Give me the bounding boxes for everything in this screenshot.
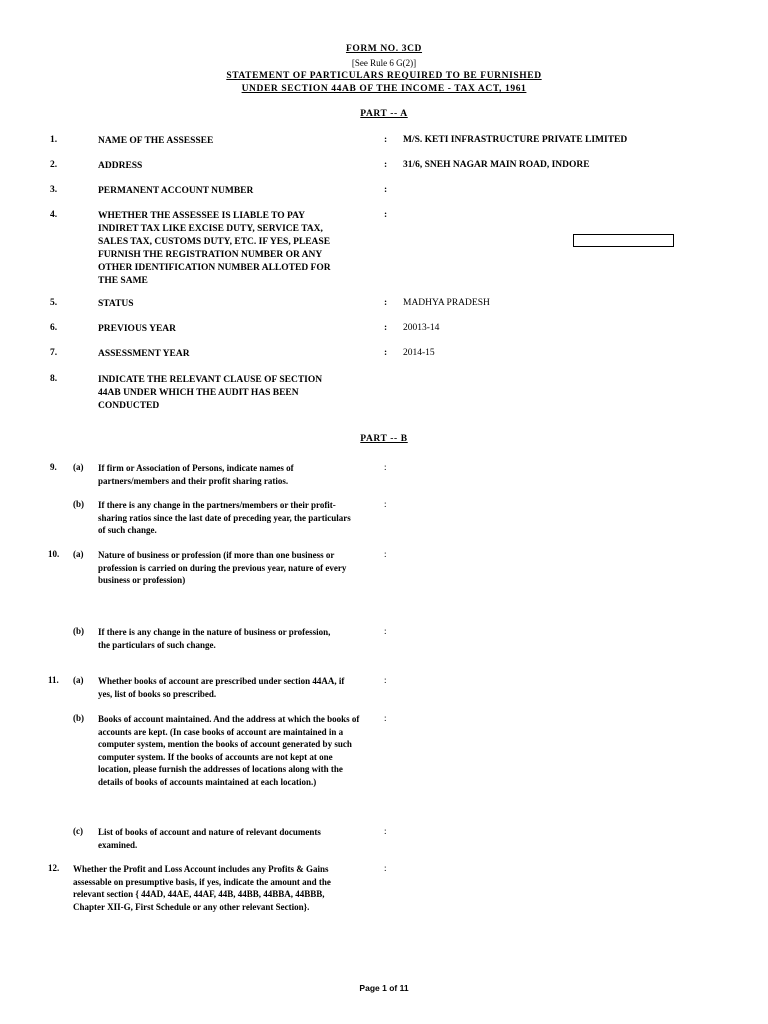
assessment-year-label: ASSESSMENT YEAR: [98, 349, 190, 359]
rule-reference: [See Rule 6 G(2)]: [351, 58, 417, 68]
colon: :: [384, 323, 388, 333]
previous-year-label: PREVIOUS YEAR: [98, 324, 177, 334]
status-label: STATUS: [98, 299, 134, 309]
colon: :: [384, 185, 388, 195]
partners-profit-ratio-label: If firm or Association of Persons, indicate names of partners/members and their profit sharing ratios.: [98, 463, 294, 486]
part-a-heading: PART -- A: [360, 109, 408, 119]
item-number: 12.: [48, 863, 60, 873]
item-number: 6.: [50, 323, 58, 333]
item-number: 5.: [50, 298, 58, 308]
item-number: 2.: [50, 160, 58, 170]
indirect-tax-label: WHETHER THE ASSESSEE IS LIABLE TO PAY INDIRET TAX LIKE EXCISE DUTY, SERVICE TAX, SALES TAX, CUSTOMS DUTY, ETC. IF YES, PLEASE FURNISH THE REGISTRATION NUMBER OR ANY OTHER IDENTIFICATION NUMBER ALLOTED FOR THE SAME: [98, 211, 331, 286]
partner-change-label: If there is any change in the partners/members or their profit-sharing ratios since the last date of preceding year, the particulars of such change.: [98, 500, 351, 536]
business-change-label: If there is any change in the nature of business or profession, the particulars of such change.: [98, 627, 331, 650]
nature-of-business-label: Nature of business or profession (if more than one business or profession is carried on during the previous year, nature of every business or profession): [98, 550, 347, 586]
colon: :: [384, 499, 387, 509]
item-number: 10.: [48, 549, 60, 559]
books-list-label: List of books of account and nature of relevant documents examined.: [98, 827, 321, 850]
colon: :: [384, 135, 388, 145]
books-maintained-label: Books of account maintained. And the address at which the books of accounts are kept. (In case books of account are maintained in a computer system, mention the books of account generated by such computer system. If the books of accounts are not kept at one location, please furnish the addresses of locations along with the details of books of accounts maintained at each location.): [98, 714, 360, 787]
address-label: ADDRESS: [98, 161, 143, 171]
sub-item-letter: (a): [73, 675, 84, 685]
registration-number-box: [573, 234, 674, 247]
colon: :: [384, 160, 388, 170]
sub-item-letter: (b): [73, 626, 84, 636]
item-number: 1.: [50, 135, 58, 145]
sub-item-letter: (a): [73, 462, 84, 472]
assessment-year-value: 2014-15: [403, 348, 435, 358]
item-number: 4.: [50, 210, 58, 220]
assessee-name-value: M/S. KETI INFRASTRUCTURE PRIVATE LIMITED: [403, 135, 628, 145]
assessee-name-label: NAME OF THE ASSESSEE: [98, 136, 214, 146]
status-value: MADHYA PRADESH: [403, 298, 490, 308]
colon: :: [384, 675, 387, 685]
colon: :: [384, 462, 387, 472]
presumptive-profits-label: Whether the Profit and Loss Account includes any Profits & Gains assessable on presumptive basis, if yes, indicate the amount and the relevant section { 44AD, 44AE, 44AF, 44B, 44BB, 44BBA, 44BBB, Chapter XII-G, First Schedule or any other relevant Section}.: [73, 864, 331, 912]
statement-title-line2: UNDER SECTION 44AB OF THE INCOME - TAX ACT, 1961: [241, 84, 527, 94]
audit-clause-label: INDICATE THE RELEVANT CLAUSE OF SECTION 44AB UNDER WHICH THE AUDIT HAS BEEN CONDUCTED: [98, 375, 323, 411]
item-number: 8.: [50, 374, 58, 384]
item-number: 9.: [50, 462, 57, 472]
sub-item-letter: (a): [73, 549, 84, 559]
previous-year-value: 20013-14: [403, 323, 440, 333]
colon: :: [384, 298, 388, 308]
colon: :: [384, 210, 388, 220]
page-number: Page 1 of 11: [359, 983, 409, 993]
colon: :: [384, 348, 388, 358]
part-b-heading: PART -- B: [360, 434, 408, 444]
sub-item-letter: (b): [73, 499, 84, 509]
item-number: 11.: [48, 675, 59, 685]
colon: :: [384, 826, 387, 836]
item-number: 3.: [50, 185, 58, 195]
item-number: 7.: [50, 348, 58, 358]
books-prescribed-label: Whether books of account are prescribed under section 44AA, if yes, list of books so prescribed.: [98, 676, 345, 699]
colon: :: [384, 713, 387, 723]
statement-title-line1: STATEMENT OF PARTICULARS REQUIRED TO BE FURNISHED: [226, 71, 542, 81]
pan-label: PERMANENT ACCOUNT NUMBER: [98, 186, 254, 196]
sub-item-letter: (b): [73, 713, 84, 723]
form-number: FORM NO. 3CD: [345, 44, 423, 54]
sub-item-letter: (c): [73, 826, 83, 836]
colon: :: [384, 549, 387, 559]
colon: :: [384, 863, 387, 873]
address-value: 31/6, SNEH NAGAR MAIN ROAD, INDORE: [403, 160, 590, 170]
colon: :: [384, 626, 387, 636]
